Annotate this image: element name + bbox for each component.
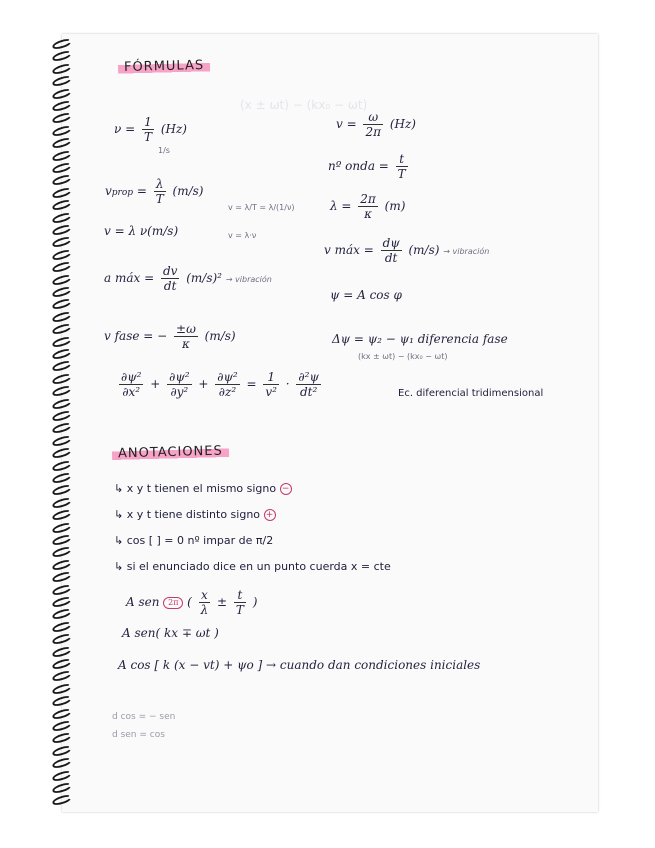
spiral-coil — [51, 248, 72, 262]
spiral-coil — [51, 161, 72, 175]
spiral-coil — [51, 173, 72, 187]
formula-wavelength: λ = $\frac{2\pi}{\kappa}$ (m) — [330, 192, 406, 221]
spiral-coil — [51, 632, 72, 646]
spiral-coil — [51, 310, 72, 324]
spiral-coil — [51, 694, 72, 708]
spiral-coil — [51, 384, 72, 398]
spiral-coil — [51, 87, 72, 101]
note-point-string: ↳ si el enunciado dice en un punto cuerda x = cte — [114, 560, 391, 573]
spiral-coil — [51, 235, 72, 249]
spiral-coil — [51, 719, 72, 733]
formula-vprop: vprop = $\frac{\lambda}{T}$ (m/s) — [105, 177, 204, 206]
spiral-coil — [51, 335, 72, 349]
spiral-coil — [51, 322, 72, 336]
spiral-coil — [51, 434, 72, 448]
notebook-page — [62, 34, 598, 812]
formula-phase-difference: Δψ = ψ₂ − ψ₁ diferencia fase — [332, 332, 508, 346]
spiral-coil — [51, 198, 72, 212]
derivative-sen: d sen = cos — [112, 730, 165, 740]
spiral-coil — [51, 297, 72, 311]
formula-vmax: v máx = $\frac{d\psi}{dt}$ (m/s) → vibración — [324, 236, 490, 265]
minus-circle-icon: − — [280, 483, 292, 495]
spiral-coil — [51, 397, 72, 411]
formula-frequency-unit: 1/s — [158, 146, 170, 155]
formula-phase-difference-detail: (kx ± ωt) − (kx₀ − ωt) — [358, 352, 448, 361]
spiral-coil — [51, 793, 72, 807]
spiral-coil — [51, 211, 72, 225]
spiral-coil — [51, 558, 72, 572]
spiral-coil — [51, 595, 72, 609]
spiral-coil — [51, 483, 72, 497]
formula-vfase: v fase = − $\frac{\pm\omega}{\kappa}$ (m/s) — [104, 322, 236, 351]
spiral-coil — [51, 37, 72, 51]
formula-v-lambda: v = λ ν(m/s) — [104, 224, 179, 238]
plus-circle-icon: + — [264, 509, 276, 521]
spiral-coil — [51, 645, 72, 659]
spiral-coil — [51, 62, 72, 76]
spiral-coil — [51, 372, 72, 386]
spiral-coil — [51, 459, 72, 473]
spiral-coil — [51, 545, 72, 559]
spiral-coil — [51, 521, 72, 535]
bracket-note-a: v = λ/T = λ/(1/ν) — [228, 203, 295, 212]
spiral-coil — [51, 781, 72, 795]
expression-cosine-initial: A cos [ k (x − vt) + ψo ] → cuando dan condiciones iniciales — [118, 658, 481, 672]
spiral-coil — [51, 669, 72, 683]
spiral-coil — [51, 607, 72, 621]
expression-sine-k: A sen( kx ∓ ωt ) — [122, 626, 219, 640]
spiral-coil — [51, 471, 72, 485]
bracket-note-b: v = λ·ν — [228, 231, 257, 240]
spiral-coil — [51, 533, 72, 547]
spiral-coil — [51, 149, 72, 163]
note-cos-zero: ↳ cos [ ] = 0 nº impar de π/2 — [114, 534, 274, 547]
note-different-sign: ↳ x y t tiene distinto signo + — [114, 508, 276, 521]
spiral-coil — [51, 570, 72, 584]
spiral-coil — [51, 731, 72, 745]
spiral-coil — [51, 620, 72, 634]
spiral-coil — [51, 508, 72, 522]
spiral-coil — [51, 657, 72, 671]
spiral-coil — [51, 49, 72, 63]
spiral-coil — [51, 273, 72, 287]
formula-wave-number: nº onda = $\frac{t}{T}$ — [328, 152, 406, 181]
spiral-coil — [51, 496, 72, 510]
spiral-coil — [51, 124, 72, 138]
note-same-sign: ↳ x y t tienen el mismo signo − — [114, 482, 292, 495]
spiral-binding — [52, 36, 76, 812]
derivative-cos: d cos = − sen — [112, 712, 176, 722]
spiral-coil — [51, 769, 72, 783]
spiral-coil — [51, 583, 72, 597]
spiral-coil — [51, 223, 72, 237]
spiral-coil — [51, 409, 72, 423]
spiral-coil — [51, 260, 72, 274]
spiral-coil — [51, 186, 72, 200]
spiral-coil — [51, 421, 72, 435]
spiral-coil — [51, 359, 72, 373]
formula-frequency-omega: v = $\frac{\omega}{2\pi}$ (Hz) — [336, 110, 416, 139]
spiral-coil — [51, 446, 72, 460]
formulas-heading: FÓRMULAS — [118, 57, 211, 76]
spiral-coil — [51, 744, 72, 758]
wave-equation-label: Ec. diferencial tridimensional — [398, 388, 544, 399]
spiral-coil — [51, 111, 72, 125]
spiral-coil — [51, 756, 72, 770]
bleed-through-text: (x ± ωt) − (kx₀ − ωt) — [240, 98, 368, 112]
formula-amax: a máx = $\frac{dv}{dt}$ (m/s)² → vibración — [104, 264, 272, 293]
spiral-coil — [51, 682, 72, 696]
formula-psi: ψ = A cos φ — [330, 288, 402, 302]
spiral-coil — [51, 99, 72, 113]
expression-sine-lambda: A sen 2π ( $\frac{x}{\lambda}$ ± $\frac{t}{T}$ ) — [126, 588, 258, 617]
spiral-coil — [51, 136, 72, 150]
spiral-coil — [51, 347, 72, 361]
formula-frequency: ν = $\frac{1}{T}$ (Hz) — [114, 115, 187, 144]
wave-equation: $\frac{\text{∂ψ²}}{\text{∂x²}}$ + $\frac{\text{∂ψ²}}{\text{∂y²}}$ + $\frac{\text{∂ψ²}}{\text{∂z²}}$ = $\frac{1}{\text{v²}}$ · $\frac{\text{∂²ψ}}{\text{dt²}}$ — [121, 370, 319, 399]
notes-heading: ANOTACIONES — [112, 442, 229, 462]
spiral-coil — [51, 285, 72, 299]
spiral-coil — [51, 707, 72, 721]
spiral-coil — [51, 74, 72, 88]
